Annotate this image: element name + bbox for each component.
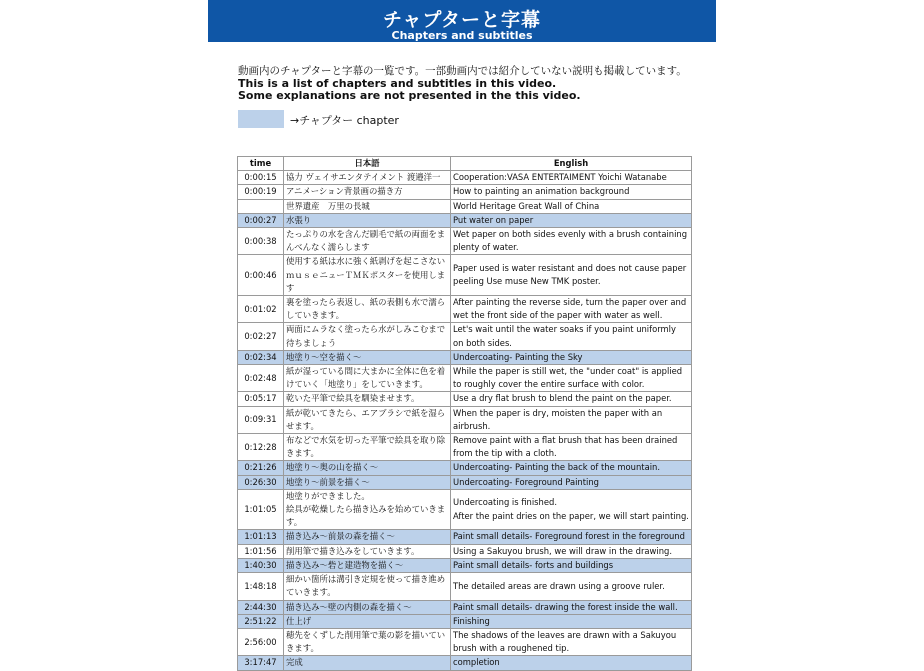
japanese-cell: 裏を塗ったら表返し、紙の表側も水で濡らしていきます。 bbox=[284, 296, 451, 323]
header-japanese: 日本語 bbox=[284, 157, 451, 171]
table-row bbox=[238, 171, 692, 185]
time-cell: 0:00:38 bbox=[238, 228, 284, 255]
english-cell: Paint small details- drawing the forest inside the wall. bbox=[451, 600, 692, 614]
japanese-cell: 布などで水気を切った平筆で絵具を取り除きます。 bbox=[284, 434, 451, 461]
japanese-cell: たっぷりの水を含んだ刷毛で紙の両面をまんべんなく濡らします bbox=[284, 228, 451, 255]
english-cell: Let's wait until the water soaks if you paint uniformly on both sides. bbox=[451, 323, 692, 350]
english-cell: Paint small details- forts and buildings bbox=[451, 558, 692, 572]
japanese-cell: 描き込み～砦と建造物を描く～ bbox=[284, 558, 451, 572]
japanese-cell: 地塗り～空を描く～ bbox=[284, 350, 451, 364]
header-english: English bbox=[451, 157, 692, 171]
japanese-cell: 地塗り～奥の山を描く～ bbox=[284, 461, 451, 475]
table-row bbox=[238, 323, 692, 350]
intro bbox=[238, 65, 708, 102]
table-row bbox=[238, 406, 692, 433]
time-cell: 0:00:46 bbox=[238, 255, 284, 296]
time-cell: 0:00:15 bbox=[238, 171, 284, 185]
table-row bbox=[238, 434, 692, 461]
time-cell: 1:40:30 bbox=[238, 558, 284, 572]
time-cell: 0:21:26 bbox=[238, 461, 284, 475]
japanese-cell: 仕上げ bbox=[284, 614, 451, 628]
table-row bbox=[238, 475, 692, 489]
english-cell: Finishing bbox=[451, 614, 692, 628]
table-row bbox=[238, 350, 692, 364]
table-row bbox=[238, 365, 692, 392]
english-cell: While the paper is still wet, the "under coat" is applied to roughly cover the entire surface with color. bbox=[451, 365, 692, 392]
table-row bbox=[238, 628, 692, 655]
time-cell: 3:17:47 bbox=[238, 656, 284, 670]
table-row bbox=[238, 461, 692, 475]
japanese-cell: 削用筆で描き込みをしていきます。 bbox=[284, 544, 451, 558]
japanese-cell: 乾いた平筆で絵具を馴染ませます。 bbox=[284, 392, 451, 406]
english-cell: Paper used is water resistant and does not cause paper peeling Use muse New TMK poster. bbox=[451, 255, 692, 296]
time-cell: 0:00:27 bbox=[238, 213, 284, 227]
japanese-cell: 使用する紙は水に強く紙剥げを起こさないｍｕｓｅニューＴＭＫポスターを使用します bbox=[284, 255, 451, 296]
japanese-cell: 水張り bbox=[284, 213, 451, 227]
time-cell: 1:48:18 bbox=[238, 573, 284, 600]
table-row bbox=[238, 600, 692, 614]
time-cell: 0:05:17 bbox=[238, 392, 284, 406]
table-row bbox=[238, 656, 692, 670]
time-cell: 0:09:31 bbox=[238, 406, 284, 433]
table-row bbox=[238, 614, 692, 628]
english-cell: Undercoating- Painting the Sky bbox=[451, 350, 692, 364]
time-cell: 0:12:28 bbox=[238, 434, 284, 461]
japanese-cell: 両面にムラなく塗ったら水がしみこむまで待ちましょう bbox=[284, 323, 451, 350]
time-cell: 2:51:22 bbox=[238, 614, 284, 628]
time-cell: 0:02:48 bbox=[238, 365, 284, 392]
table-row bbox=[238, 228, 692, 255]
time-cell: 1:01:13 bbox=[238, 530, 284, 544]
time-cell: 0:00:19 bbox=[238, 185, 284, 199]
japanese-cell: 描き込み～壁の内側の森を描く～ bbox=[284, 600, 451, 614]
intro-en-1: This is a list of chapters and subtitles in this video. bbox=[238, 77, 557, 90]
english-cell: Wet paper on both sides evenly with a brush containing plenty of water. bbox=[451, 228, 692, 255]
time-cell: 2:56:00 bbox=[238, 628, 284, 655]
japanese-cell: アニメーション背景画の描き方 bbox=[284, 185, 451, 199]
title-jp: チャプターと字幕 bbox=[382, 9, 542, 31]
time-cell bbox=[238, 199, 284, 213]
time-cell: 0:02:27 bbox=[238, 323, 284, 350]
english-cell: Paint small details- Foreground forest in the foreground bbox=[451, 530, 692, 544]
english-cell: Put water on paper bbox=[451, 213, 692, 227]
japanese-cell: 穂先をくずした削用筆で葉の影を描いていきます。 bbox=[284, 628, 451, 655]
table-row bbox=[238, 185, 692, 199]
japanese-cell: 紙が乾いてきたら、エアブラシで紙を湿らせます。 bbox=[284, 406, 451, 433]
english-cell: Remove paint with a flat brush that has been drained from the tip with a cloth. bbox=[451, 434, 692, 461]
japanese-cell: 細かい箇所は溝引き定規を使って描き進めていきます。 bbox=[284, 573, 451, 600]
table-row bbox=[238, 255, 692, 296]
japanese-cell: 紙が湿っている間に大まかに全体に色を着けていく「地塗り」をしていきます。 bbox=[284, 365, 451, 392]
table-row bbox=[238, 544, 692, 558]
header-time: time bbox=[238, 157, 284, 171]
table-row bbox=[238, 530, 692, 544]
intro-jp: 動画内のチャプターと字幕の一覧です。一部動画内では紹介していない説明も掲載しています。 bbox=[238, 65, 687, 77]
page-header bbox=[208, 0, 716, 42]
japanese-cell: 完成 bbox=[284, 656, 451, 670]
legend-label: →チャプター chapter bbox=[290, 114, 399, 127]
time-cell: 1:01:05 bbox=[238, 489, 284, 530]
title-en: Chapters and subtitles bbox=[391, 29, 533, 42]
japanese-cell: 世界遺産 万里の長城 bbox=[284, 199, 451, 213]
japanese-cell: 描き込み～前景の森を描く～ bbox=[284, 530, 451, 544]
table-row bbox=[238, 489, 692, 530]
english-cell: The detailed areas are drawn using a groove ruler. bbox=[451, 573, 692, 600]
english-cell: Undercoating- Foreground Painting bbox=[451, 475, 692, 489]
subtitle-table bbox=[237, 156, 692, 671]
japanese-cell: 地塗り～前景を描く～ bbox=[284, 475, 451, 489]
time-cell: 0:01:02 bbox=[238, 296, 284, 323]
table-row bbox=[238, 213, 692, 227]
english-cell: The shadows of the leaves are drawn with a Sakuyou brush with a roughened tip. bbox=[451, 628, 692, 655]
english-cell: Using a Sakuyou brush, we will draw in the drawing. bbox=[451, 544, 692, 558]
time-cell: 1:01:56 bbox=[238, 544, 284, 558]
chapter-color-swatch bbox=[238, 110, 284, 128]
english-cell: How to painting an animation background bbox=[451, 185, 692, 199]
intro-en-2: Some explanations are not presented in the this video. bbox=[238, 89, 581, 102]
english-cell: When the paper is dry, moisten the paper with an airbrush. bbox=[451, 406, 692, 433]
table-row bbox=[238, 199, 692, 213]
time-cell: 2:44:30 bbox=[238, 600, 284, 614]
english-cell: World Heritage Great Wall of China bbox=[451, 199, 692, 213]
table-row bbox=[238, 392, 692, 406]
english-cell: After painting the reverse side, turn the paper over and wet the front side of the paper with water as well. bbox=[451, 296, 692, 323]
table-row bbox=[238, 573, 692, 600]
time-cell: 0:02:34 bbox=[238, 350, 284, 364]
english-cell: completion bbox=[451, 656, 692, 670]
english-cell: Undercoating- Painting the back of the mountain. bbox=[451, 461, 692, 475]
english-cell: Undercoating is finished. After the paint dries on the paper, we will start painting. bbox=[451, 489, 692, 530]
english-cell: Cooperation:VASA ENTERTAIMENT Yoichi Watanabe bbox=[451, 171, 692, 185]
japanese-cell: 協力 ヴェイサエンタテイメント 渡邉洋一 bbox=[284, 171, 451, 185]
japanese-cell: 地塗りができました。 絵具が乾燥したら描き込みを始めていきます。 bbox=[284, 489, 451, 530]
table-row bbox=[238, 296, 692, 323]
table-row bbox=[238, 558, 692, 572]
time-cell: 0:26:30 bbox=[238, 475, 284, 489]
table-header-row bbox=[238, 157, 692, 171]
english-cell: Use a dry flat brush to blend the paint on the paper. bbox=[451, 392, 692, 406]
